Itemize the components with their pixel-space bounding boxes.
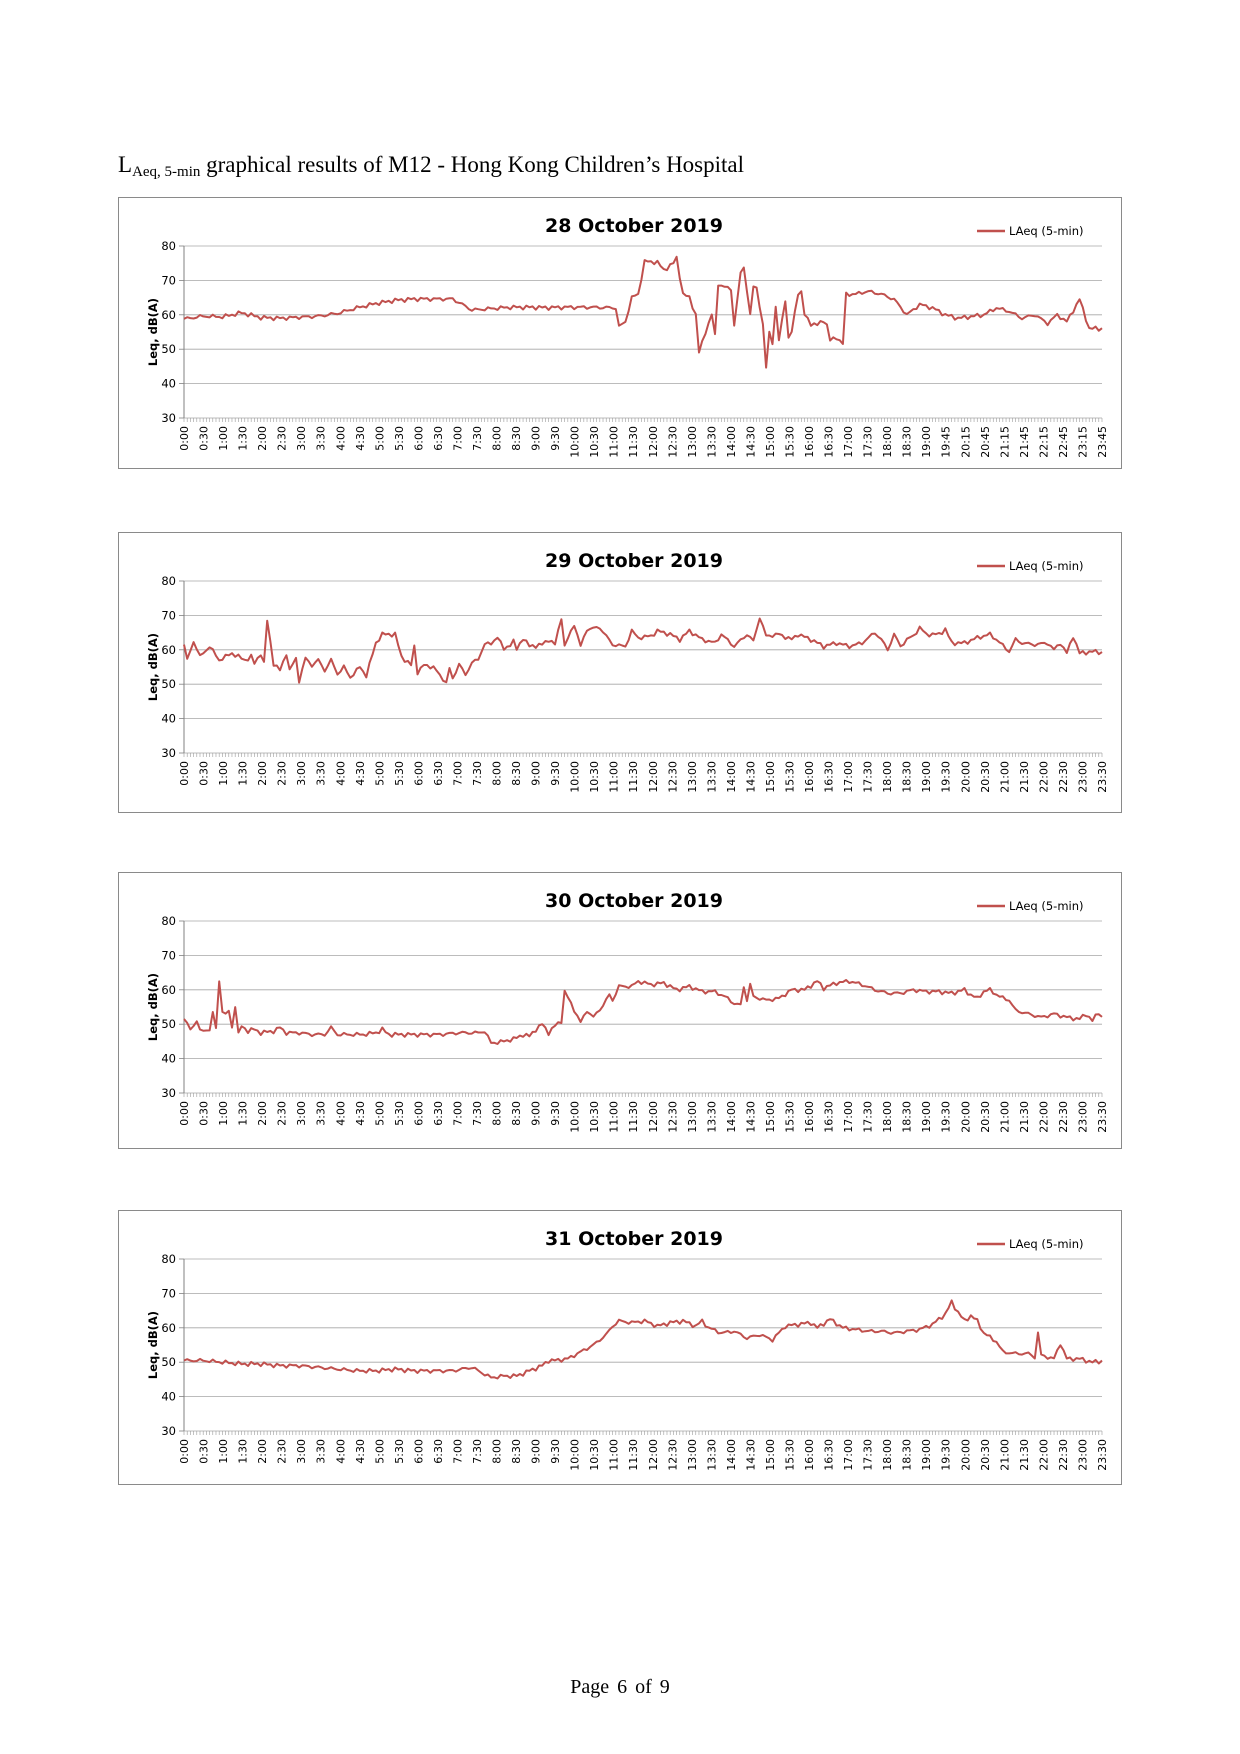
y-tick-label: 70 <box>161 608 176 623</box>
x-tick-label: 22:00 <box>1037 1101 1051 1133</box>
x-tick-label: 4:30 <box>353 761 367 786</box>
x-tick-label: 17:30 <box>861 1101 875 1133</box>
x-tick-label: 22:30 <box>1056 1101 1070 1133</box>
x-tick-label: 2:00 <box>256 1101 270 1126</box>
x-tick-label: 23:00 <box>1076 761 1090 793</box>
x-tick-label: 1:30 <box>236 1439 250 1464</box>
x-tick-label: 10:00 <box>568 1101 582 1133</box>
x-tick-label: 23:00 <box>1076 1439 1090 1471</box>
x-tick-label: 7:30 <box>470 1101 484 1126</box>
x-tick-label: 3:00 <box>295 1439 309 1464</box>
x-tick-label: 15:30 <box>783 1101 797 1133</box>
x-tick-label: 4:30 <box>353 1101 367 1126</box>
x-tick-label: 3:00 <box>295 1101 309 1126</box>
x-tick-label: 17:30 <box>861 426 875 458</box>
x-tick-label: 9:00 <box>529 1439 543 1464</box>
y-axis-title: Leq, dB(A) <box>146 632 160 702</box>
x-tick-label: 12:00 <box>646 426 660 458</box>
x-tick-label: 6:00 <box>412 761 426 786</box>
x-tick-label: 12:00 <box>646 1439 660 1471</box>
heading-rest: graphical results of M12 - Hong Kong Children’s Hospital <box>200 152 745 177</box>
x-tick-label: 7:30 <box>470 1439 484 1464</box>
x-tick-label: 21:30 <box>1017 761 1031 793</box>
x-tick-label: 14:30 <box>744 426 758 458</box>
x-tick-label: 12:00 <box>646 761 660 793</box>
x-tick-label: 22:45 <box>1056 426 1070 458</box>
chart-svg-30-october <box>119 873 1120 1147</box>
footer-of-word: of <box>635 1676 652 1698</box>
x-tick-label: 6:30 <box>431 1101 445 1126</box>
x-tick-label: 7:00 <box>451 1439 465 1464</box>
legend-label: LAeq (5-min) <box>1009 1237 1084 1251</box>
x-tick-label: 15:30 <box>783 426 797 458</box>
page-heading <box>118 152 744 181</box>
x-tick-label: 3:30 <box>314 1101 328 1126</box>
x-tick-label: 2:30 <box>275 761 289 786</box>
x-tick-label: 10:30 <box>588 426 602 458</box>
x-tick-label: 0:00 <box>178 1101 191 1126</box>
x-tick-label: 19:30 <box>939 1101 953 1133</box>
x-tick-label: 2:30 <box>275 1101 289 1126</box>
x-tick-label: 6:00 <box>412 426 426 451</box>
x-tick-label: 10:30 <box>588 1101 602 1133</box>
x-tick-label: 23:45 <box>1096 426 1109 458</box>
x-tick-label: 16:30 <box>822 761 836 793</box>
x-tick-label: 0:30 <box>197 426 211 451</box>
x-tick-label: 10:00 <box>568 426 582 458</box>
legend-label: LAeq (5-min) <box>1009 559 1084 573</box>
x-tick-label: 0:00 <box>178 426 191 451</box>
x-tick-label: 7:00 <box>451 1101 465 1126</box>
y-tick-label: 50 <box>161 342 176 357</box>
x-tick-label: 3:00 <box>295 426 309 451</box>
x-tick-label: 20:15 <box>959 426 973 458</box>
x-tick-label: 9:30 <box>549 1439 563 1464</box>
x-tick-label: 16:00 <box>803 761 817 793</box>
chart-svg-28-october <box>119 198 1120 467</box>
x-tick-label: 11:30 <box>627 761 641 793</box>
x-tick-label: 2:00 <box>256 426 270 451</box>
y-tick-label: 30 <box>161 1086 176 1100</box>
x-tick-label: 8:30 <box>510 761 524 786</box>
x-tick-label: 7:30 <box>470 761 484 786</box>
x-tick-label: 17:30 <box>861 1439 875 1471</box>
x-tick-label: 8:00 <box>490 761 504 786</box>
x-tick-label: 22:30 <box>1056 1439 1070 1471</box>
x-tick-label: 21:45 <box>1017 426 1031 458</box>
x-tick-label: 4:30 <box>353 1439 367 1464</box>
x-tick-label: 23:15 <box>1076 426 1090 458</box>
x-tick-label: 12:30 <box>666 1101 680 1133</box>
x-tick-label: 14:30 <box>744 761 758 793</box>
x-tick-label: 15:00 <box>763 1101 777 1133</box>
x-tick-label: 20:00 <box>959 761 973 793</box>
x-tick-label: 9:30 <box>549 426 563 451</box>
series-line-laeq <box>184 619 1102 683</box>
x-tick-label: 3:30 <box>314 1439 328 1464</box>
x-tick-label: 16:30 <box>822 1101 836 1133</box>
x-tick-label: 14:30 <box>744 1439 758 1471</box>
chart-svg-31-october <box>119 1211 1120 1483</box>
footer-total-pages: 9 <box>659 1676 670 1698</box>
x-tick-label: 4:00 <box>334 1439 348 1464</box>
x-tick-label: 16:30 <box>822 1439 836 1471</box>
x-tick-label: 11:00 <box>607 761 621 793</box>
x-tick-label: 15:00 <box>763 426 777 458</box>
x-tick-label: 13:30 <box>705 1439 719 1471</box>
x-tick-label: 13:00 <box>685 1101 699 1133</box>
x-tick-label: 8:30 <box>510 426 524 451</box>
x-tick-label: 15:00 <box>763 761 777 793</box>
y-tick-label: 40 <box>161 1051 176 1066</box>
y-tick-label: 60 <box>161 1320 176 1335</box>
x-tick-label: 12:30 <box>666 761 680 793</box>
x-tick-label: 11:00 <box>607 426 621 458</box>
x-tick-label: 4:00 <box>334 1101 348 1126</box>
x-tick-label: 9:30 <box>549 761 563 786</box>
legend-label: LAeq (5-min) <box>1009 224 1084 238</box>
x-tick-label: 23:30 <box>1096 761 1109 793</box>
x-tick-label: 13:00 <box>685 1439 699 1471</box>
x-tick-label: 5:00 <box>373 426 387 451</box>
x-tick-label: 17:00 <box>842 1101 856 1133</box>
heading-subscript: Aeq, 5-min <box>132 164 201 180</box>
x-tick-label: 0:30 <box>197 1101 211 1126</box>
x-tick-label: 19:00 <box>920 1439 934 1471</box>
x-tick-label: 21:00 <box>998 1101 1012 1133</box>
x-tick-label: 17:00 <box>842 1439 856 1471</box>
y-tick-label: 30 <box>161 1424 176 1438</box>
chart-31-october <box>118 1210 1122 1485</box>
series-line-laeq <box>184 257 1102 368</box>
x-tick-label: 14:00 <box>724 426 738 458</box>
x-tick-label: 22:30 <box>1056 761 1070 793</box>
x-tick-label: 12:00 <box>646 1101 660 1133</box>
x-tick-label: 17:00 <box>842 761 856 793</box>
x-tick-label: 4:00 <box>334 426 348 451</box>
x-tick-label: 0:00 <box>178 761 191 786</box>
x-tick-label: 23:30 <box>1096 1101 1109 1133</box>
footer-page-word: Page <box>570 1676 610 1698</box>
x-tick-label: 5:30 <box>392 761 406 786</box>
x-tick-label: 19:00 <box>920 1101 934 1133</box>
x-tick-label: 10:30 <box>588 761 602 793</box>
page-footer <box>0 1676 1240 1699</box>
x-tick-label: 12:30 <box>666 426 680 458</box>
x-tick-label: 14:00 <box>724 761 738 793</box>
x-tick-label: 0:30 <box>197 761 211 786</box>
chart-title: 28 October 2019 <box>545 215 723 237</box>
x-tick-label: 10:00 <box>568 761 582 793</box>
y-tick-label: 60 <box>161 982 176 997</box>
legend-label: LAeq (5-min) <box>1009 899 1084 913</box>
y-tick-label: 50 <box>161 1017 176 1032</box>
x-tick-label: 2:00 <box>256 1439 270 1464</box>
x-tick-label: 11:00 <box>607 1101 621 1133</box>
x-tick-label: 21:15 <box>998 426 1012 458</box>
x-tick-label: 13:00 <box>685 426 699 458</box>
x-tick-label: 8:30 <box>510 1439 524 1464</box>
x-tick-label: 1:30 <box>236 426 250 451</box>
x-tick-label: 9:00 <box>529 761 543 786</box>
x-tick-label: 18:00 <box>881 426 895 458</box>
y-tick-label: 60 <box>161 642 176 657</box>
x-tick-label: 5:00 <box>373 1439 387 1464</box>
x-tick-label: 19:45 <box>939 426 953 458</box>
y-tick-label: 40 <box>161 711 176 726</box>
x-tick-label: 21:30 <box>1017 1101 1031 1133</box>
chart-title: 31 October 2019 <box>545 1228 723 1250</box>
x-tick-label: 18:30 <box>900 1101 914 1133</box>
x-tick-label: 21:30 <box>1017 1439 1031 1471</box>
x-tick-label: 5:00 <box>373 1101 387 1126</box>
x-tick-label: 18:30 <box>900 1439 914 1471</box>
x-tick-label: 14:00 <box>724 1439 738 1471</box>
x-tick-label: 16:30 <box>822 426 836 458</box>
x-tick-label: 18:00 <box>881 1101 895 1133</box>
x-tick-label: 16:00 <box>803 1439 817 1471</box>
x-tick-label: 9:00 <box>529 1101 543 1126</box>
x-tick-label: 0:30 <box>197 1439 211 1464</box>
x-tick-label: 5:30 <box>392 1101 406 1126</box>
x-tick-label: 7:30 <box>470 426 484 451</box>
y-axis-title: Leq, dB(A) <box>146 972 160 1042</box>
y-tick-label: 80 <box>161 914 176 928</box>
x-tick-label: 2:00 <box>256 761 270 786</box>
y-tick-label: 80 <box>161 574 176 588</box>
x-tick-label: 0:00 <box>178 1439 191 1464</box>
x-tick-label: 18:30 <box>900 761 914 793</box>
x-tick-label: 4:30 <box>353 426 367 451</box>
y-tick-label: 40 <box>161 1389 176 1404</box>
x-tick-label: 6:30 <box>431 426 445 451</box>
x-tick-label: 3:30 <box>314 426 328 451</box>
footer-page-number: 6 <box>617 1676 628 1698</box>
x-tick-label: 2:30 <box>275 1439 289 1464</box>
x-tick-label: 1:30 <box>236 1101 250 1126</box>
x-tick-label: 10:30 <box>588 1439 602 1471</box>
x-tick-label: 19:30 <box>939 1439 953 1471</box>
x-tick-label: 9:00 <box>529 426 543 451</box>
chart-28-october <box>118 197 1122 469</box>
x-tick-label: 1:30 <box>236 761 250 786</box>
x-tick-label: 19:30 <box>939 761 953 793</box>
x-tick-label: 21:00 <box>998 1439 1012 1471</box>
y-tick-label: 50 <box>161 1355 176 1370</box>
x-tick-label: 22:00 <box>1037 761 1051 793</box>
chart-svg-29-october <box>119 533 1120 811</box>
x-tick-label: 6:30 <box>431 761 445 786</box>
x-tick-label: 20:00 <box>959 1439 973 1471</box>
y-axis-title: Leq, dB(A) <box>146 297 160 367</box>
x-tick-label: 6:00 <box>412 1101 426 1126</box>
x-tick-label: 8:00 <box>490 1101 504 1126</box>
x-tick-label: 11:30 <box>627 426 641 458</box>
x-tick-label: 5:30 <box>392 1439 406 1464</box>
y-tick-label: 60 <box>161 307 176 322</box>
x-tick-label: 20:30 <box>978 1101 992 1133</box>
x-tick-label: 12:30 <box>666 1439 680 1471</box>
y-tick-label: 70 <box>161 948 176 963</box>
x-tick-label: 15:30 <box>783 761 797 793</box>
x-tick-label: 22:00 <box>1037 1439 1051 1471</box>
y-tick-label: 80 <box>161 239 176 253</box>
x-tick-label: 13:00 <box>685 761 699 793</box>
x-tick-label: 14:00 <box>724 1101 738 1133</box>
x-tick-label: 5:00 <box>373 761 387 786</box>
x-tick-label: 1:00 <box>217 426 231 451</box>
chart-30-october <box>118 872 1122 1149</box>
x-tick-label: 22:15 <box>1037 426 1051 458</box>
x-tick-label: 16:00 <box>803 1101 817 1133</box>
x-tick-label: 5:30 <box>392 426 406 451</box>
x-tick-label: 21:00 <box>998 761 1012 793</box>
x-tick-label: 4:00 <box>334 761 348 786</box>
y-tick-label: 70 <box>161 1286 176 1301</box>
y-tick-label: 30 <box>161 411 176 425</box>
y-tick-label: 70 <box>161 273 176 288</box>
x-tick-label: 11:30 <box>627 1439 641 1471</box>
x-tick-label: 23:30 <box>1096 1439 1109 1471</box>
x-tick-label: 7:00 <box>451 426 465 451</box>
y-tick-label: 30 <box>161 746 176 760</box>
chart-title: 29 October 2019 <box>545 550 723 572</box>
y-tick-label: 40 <box>161 376 176 391</box>
x-tick-label: 16:00 <box>803 426 817 458</box>
x-tick-label: 18:00 <box>881 1439 895 1471</box>
y-tick-label: 50 <box>161 677 176 692</box>
y-tick-label: 80 <box>161 1252 176 1266</box>
x-tick-label: 20:45 <box>978 426 992 458</box>
series-line-laeq <box>184 1300 1102 1378</box>
x-tick-label: 7:00 <box>451 761 465 786</box>
x-tick-label: 19:00 <box>920 761 934 793</box>
x-tick-label: 6:30 <box>431 1439 445 1464</box>
x-tick-label: 17:00 <box>842 426 856 458</box>
x-tick-label: 15:00 <box>763 1439 777 1471</box>
x-tick-label: 1:00 <box>217 1101 231 1126</box>
x-tick-label: 18:00 <box>881 761 895 793</box>
x-tick-label: 6:00 <box>412 1439 426 1464</box>
x-tick-label: 1:00 <box>217 761 231 786</box>
x-tick-label: 18:30 <box>900 426 914 458</box>
x-tick-label: 11:00 <box>607 1439 621 1471</box>
x-tick-label: 13:30 <box>705 1101 719 1133</box>
x-tick-label: 8:00 <box>490 1439 504 1464</box>
x-tick-label: 2:30 <box>275 426 289 451</box>
x-tick-label: 8:30 <box>510 1101 524 1126</box>
y-axis-title: Leq, dB(A) <box>146 1310 160 1380</box>
x-tick-label: 20:30 <box>978 761 992 793</box>
x-tick-label: 19:00 <box>920 426 934 458</box>
x-tick-label: 8:00 <box>490 426 504 451</box>
x-tick-label: 3:30 <box>314 761 328 786</box>
x-tick-label: 13:30 <box>705 426 719 458</box>
x-tick-label: 10:00 <box>568 1439 582 1471</box>
x-tick-label: 20:30 <box>978 1439 992 1471</box>
x-tick-label: 23:00 <box>1076 1101 1090 1133</box>
x-tick-label: 9:30 <box>549 1101 563 1126</box>
chart-title: 30 October 2019 <box>545 890 723 912</box>
x-tick-label: 1:00 <box>217 1439 231 1464</box>
x-tick-label: 17:30 <box>861 761 875 793</box>
x-tick-label: 3:00 <box>295 761 309 786</box>
heading-main: L <box>118 152 133 177</box>
x-tick-label: 13:30 <box>705 761 719 793</box>
x-tick-label: 15:30 <box>783 1439 797 1471</box>
x-tick-label: 20:00 <box>959 1101 973 1133</box>
x-tick-label: 14:30 <box>744 1101 758 1133</box>
x-tick-label: 11:30 <box>627 1101 641 1133</box>
chart-29-october <box>118 532 1122 813</box>
